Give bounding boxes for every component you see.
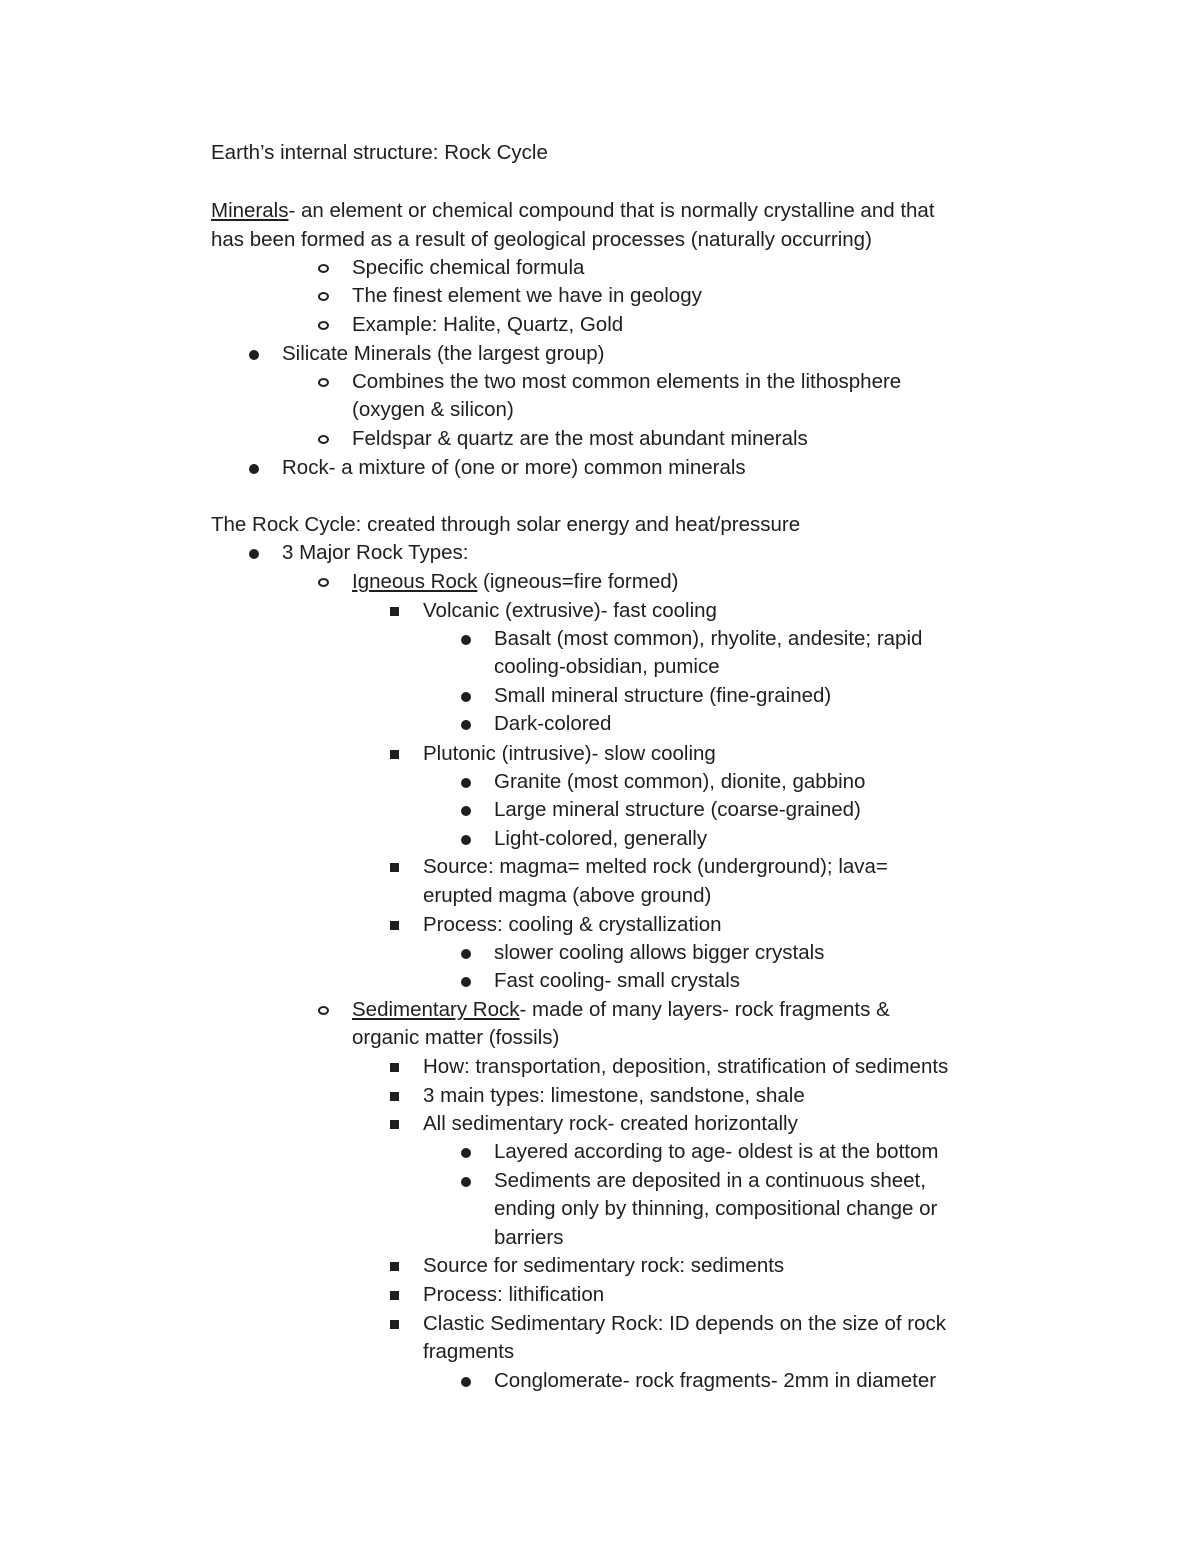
bullet-filled-icon [461, 835, 471, 845]
list-item: Clastic Sedimentary Rock: ID depends on the size of rock [423, 1312, 946, 1335]
bullet-filled-icon [461, 1377, 471, 1387]
section-heading: The Rock Cycle: created through solar energy and heat/pressure [211, 513, 801, 536]
bullet-hollow-icon [318, 264, 329, 273]
list-item: 3 main types: limestone, sandstone, shale [423, 1084, 805, 1107]
list-item: Source for sedimentary rock: sediments [423, 1254, 785, 1277]
list-item: Fast cooling- small crystals [494, 969, 741, 992]
bullet-filled-icon [461, 635, 471, 645]
list-item-continuation: ending only by thinning, compositional change or [494, 1197, 938, 1220]
bullet-filled-icon [461, 949, 471, 959]
bullet-square-icon [390, 921, 399, 930]
bullet-square-icon [390, 1092, 399, 1101]
list-item: Igneous Rock (igneous=fire formed) [352, 570, 679, 593]
list-item-continuation: fragments [423, 1340, 515, 1363]
bullet-filled-icon [461, 720, 471, 730]
bullet-filled-icon [249, 350, 259, 360]
term-igneous-rock: Igneous Rock [352, 570, 478, 593]
list-item: Feldspar & quartz are the most abundant minerals [352, 427, 808, 450]
list-item: Layered according to age- oldest is at the bottom [494, 1140, 939, 1163]
list-item: 3 Major Rock Types: [282, 541, 469, 564]
list-item: How: transportation, deposition, stratification of sediments [423, 1055, 949, 1078]
bullet-square-icon [390, 1291, 399, 1300]
list-item: Sedimentary Rock- made of many layers- rock fragments & [352, 998, 890, 1021]
bullet-hollow-icon [318, 1006, 329, 1015]
bullet-hollow-icon [318, 578, 329, 587]
bullet-square-icon [390, 750, 399, 759]
list-item-continuation: erupted magma (above ground) [423, 884, 712, 907]
doc-title: Earth’s internal structure: Rock Cycle [211, 141, 548, 164]
list-item: Granite (most common), dionite, gabbino [494, 770, 866, 793]
list-item: Basalt (most common), rhyolite, andesite; rapid [494, 627, 923, 650]
list-item: Combines the two most common elements in the lithosphere [352, 370, 902, 393]
bullet-hollow-icon [318, 321, 329, 330]
list-item: Specific chemical formula [352, 256, 585, 279]
list-item-continuation: barriers [494, 1226, 564, 1249]
list-item: Plutonic (intrusive)- slow cooling [423, 742, 716, 765]
list-item: Small mineral structure (fine-grained) [494, 684, 832, 707]
bullet-filled-icon [249, 464, 259, 474]
term-minerals: Minerals [211, 199, 289, 222]
list-item: The finest element we have in geology [352, 284, 702, 307]
bullet-square-icon [390, 607, 399, 616]
list-item: Volcanic (extrusive)- fast cooling [423, 599, 717, 622]
list-item-continuation: organic matter (fossils) [352, 1026, 560, 1049]
list-item: Silicate Minerals (the largest group) [282, 342, 605, 365]
list-item: Sediments are deposited in a continuous sheet, [494, 1169, 926, 1192]
bullet-hollow-icon [318, 378, 329, 387]
list-item: Rock- a mixture of (one or more) common minerals [282, 456, 746, 479]
bullet-square-icon [390, 1063, 399, 1072]
bullet-filled-icon [461, 977, 471, 987]
bullet-filled-icon [461, 806, 471, 816]
list-item: Large mineral structure (coarse-grained) [494, 798, 861, 821]
list-item: Dark-colored [494, 712, 612, 735]
bullet-filled-icon [461, 1148, 471, 1158]
list-item: Process: lithification [423, 1283, 605, 1306]
bullet-filled-icon [461, 692, 471, 702]
list-item: Example: Halite, Quartz, Gold [352, 313, 624, 336]
bullet-filled-icon [461, 1177, 471, 1187]
list-item: Source: magma= melted rock (underground); lava= [423, 855, 888, 878]
list-item: slower cooling allows bigger crystals [494, 941, 825, 964]
bullet-square-icon [390, 1120, 399, 1129]
list-item: Process: cooling & crystallization [423, 913, 722, 936]
bullet-square-icon [390, 1320, 399, 1329]
text-line: Minerals- an element or chemical compound that is normally crystalline and that [211, 199, 935, 222]
bullet-hollow-icon [318, 292, 329, 301]
bullet-square-icon [390, 863, 399, 872]
list-item-continuation: cooling-obsidian, pumice [494, 655, 720, 678]
bullet-filled-icon [249, 549, 259, 559]
bullet-filled-icon [461, 778, 471, 788]
term-sedimentary-rock: Sedimentary Rock [352, 998, 520, 1021]
list-item: All sedimentary rock- created horizontally [423, 1112, 798, 1135]
list-item: Light-colored, generally [494, 827, 708, 850]
bullet-square-icon [390, 1262, 399, 1271]
list-item: Conglomerate- rock fragments- 2mm in diameter [494, 1369, 937, 1392]
list-item-continuation: (oxygen & silicon) [352, 398, 514, 421]
text-line: has been formed as a result of geological processes (naturally occurring) [211, 228, 872, 251]
bullet-hollow-icon [318, 435, 329, 444]
